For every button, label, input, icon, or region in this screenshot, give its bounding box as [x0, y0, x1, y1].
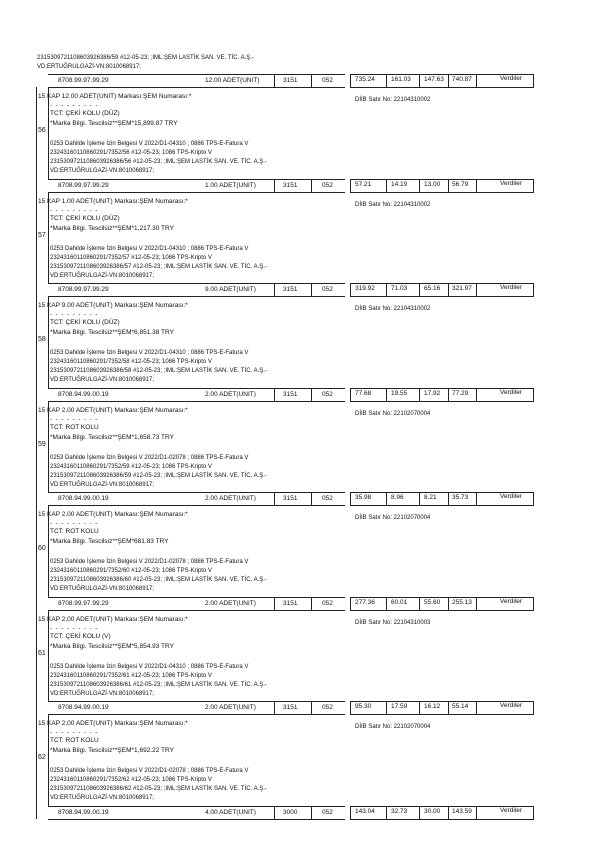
- item-header: 15 KAP 9.00 ADET(UNIT) Markası:ŞEM Numarası:*: [38, 302, 188, 309]
- code-two: 052: [322, 599, 333, 607]
- value-two: 14.19: [391, 180, 408, 188]
- item-detail-line: 23243160110860291/7352/57 #12-05-23; 1086 TPS-Kripto V: [50, 254, 212, 261]
- gtip-code: 8708.99.97.99.29: [58, 599, 109, 607]
- item-detail-line: VD:ERTUĞRULGAZİ-VN:8010068917;: [50, 272, 154, 279]
- code-two: 052: [322, 181, 333, 189]
- value-one: 57.21: [355, 180, 372, 188]
- item-detail-line: 0253 Dahilde İşleme İzin Belgesi V 2022/D1-02078 ; 0886 TPS-E-Fatura V: [50, 559, 249, 565]
- separator-dashes: - - - - - - - - -: [50, 416, 99, 423]
- item-detail-line: 0253 Dahilde İşleme İzin Belgesi V 2022/D1-02078 ; 0886 TPS-E-Fatura V: [50, 768, 249, 774]
- item-detail-line: 23243160110860291/7352/62 #12-05-23; 1086 TPS-Kripto V: [50, 777, 212, 783]
- item-detail-line: 23243160110860291/7352/58 #12-05-23; 1086 TPS-Kripto V: [50, 359, 212, 365]
- value-three: 13.00: [424, 180, 441, 188]
- item-tct: TCT: ÇEKİ KOLU (DÜZ): [50, 214, 120, 222]
- gtip-code: 8708.94.99.00.19: [58, 808, 109, 816]
- value-three: 55.60: [424, 598, 441, 606]
- item-detail-line: 23243160110860291/7352/61 #12-05-23; 1086 TPS-Kripto V: [50, 672, 212, 679]
- value-four: 35.73: [452, 494, 469, 501]
- value-two: 161.03: [391, 76, 411, 83]
- item-detail-line: 0253 Dahilde İşleme İzin Belgesi V 2022/D1-04310 ; 0886 TPS-E-Fatura V: [50, 350, 249, 356]
- item-header: 15 KAP 2.00 ADET(UNIT) Markası:ŞEM Numarası:*: [38, 406, 188, 414]
- code-two: 052: [322, 77, 333, 84]
- code-two: 052: [322, 704, 333, 711]
- value-one: 735.24: [355, 76, 375, 83]
- item-header: 15 KAP 2.00 ADET(UNIT) Markası:ŞEM Numarası:*: [38, 615, 188, 623]
- status-label: Verdiler: [500, 75, 523, 82]
- code-two: 052: [322, 390, 333, 398]
- diib-reference: DİIB Satır No: 22102070004: [355, 515, 431, 521]
- diib-reference: DİIB Satır No: 22104310002: [355, 201, 431, 208]
- separator-dashes: - - - - - - - - -: [50, 312, 99, 318]
- item-header: 15 KAP 1.00 ADET(UNIT) Markası:ŞEM Numarası:*: [38, 197, 188, 205]
- item-tct: TCT: ÇEKİ KOLU (DÜZ): [50, 110, 120, 117]
- code-one: 3151: [283, 390, 298, 398]
- separator-dashes: - - - - - - - - -: [50, 521, 99, 527]
- status-label: Verdiler: [500, 179, 523, 187]
- value-three: 65.16: [424, 285, 441, 292]
- diib-reference: DİIB Satır No: 22104310003: [355, 619, 431, 626]
- gtip-code: 8708.99.97.99.29: [58, 286, 109, 293]
- quantity: 2.00 ADET(UNIT): [205, 704, 256, 711]
- separator-dashes: - - - - - - - - -: [50, 207, 99, 214]
- status-label: Verdiler: [500, 702, 523, 709]
- code-two: 052: [322, 808, 333, 816]
- value-four: 255.13: [452, 598, 472, 606]
- gtip-code: 8708.99.97.99.29: [58, 181, 109, 189]
- code-one: 3151: [283, 77, 298, 84]
- separator-dashes: - - - - - - - - -: [50, 730, 99, 736]
- item-tct: TCT: ÇEKİ KOLU (DÜZ): [50, 319, 120, 326]
- item-number: 59: [38, 440, 46, 448]
- item-detail-line: VD:ERTUĞRULGAZİ-VN:8010068917;: [50, 481, 154, 488]
- value-one: 319.92: [355, 285, 375, 292]
- item-tct: TCT: ROT KOLU: [50, 528, 99, 535]
- quantity: 9.00 ADET(UNIT): [205, 286, 256, 293]
- item-header: 15 KAP 2.00 ADET(UNIT) Markası:ŞEM Numarası:*: [38, 511, 188, 518]
- quantity: 2.00 ADET(UNIT): [205, 599, 256, 607]
- value-two: 17.59: [391, 703, 408, 710]
- quantity: 2.00 ADET(UNIT): [205, 390, 256, 398]
- item-marka: *Marka Bilgi. Tescilsiz**ŞEM*1,217.30 TRY: [50, 224, 174, 232]
- item-marka: *Marka Bilgi. Tescilsiz**ŞEM*1,658.73 TRY: [50, 433, 174, 441]
- value-four: 143.59: [452, 807, 472, 815]
- value-two: 8.96: [391, 494, 404, 501]
- item-detail-line: 0253 Dahilde İşleme İzin Belgesi V 2022/D1-04310 ; 0886 TPS-E-Fatura V: [50, 141, 249, 147]
- value-four: 740.87: [452, 76, 472, 83]
- item-detail-line: 2315309721108603926386/57 #12-05-23; ;IML:ŞEM LASTİK SAN. VE. TİC. A.Ş.-: [50, 263, 267, 270]
- item-number: 61: [38, 649, 46, 657]
- item-marka: *Marka Bilgi. Tescilsiz**ŞEM*681.83 TRY: [50, 538, 169, 545]
- value-four: 321.97: [452, 285, 472, 292]
- value-one: 143.04: [355, 807, 375, 815]
- item-number: 62: [38, 754, 46, 761]
- value-one: 95.30: [355, 703, 372, 710]
- code-one: 3000: [283, 808, 298, 816]
- item-detail-line: VD:ERTUĞRULGAZİ-VN:8010068917;: [50, 168, 154, 174]
- item-detail-line: VD:ERTUĞRULGAZİ-VN:8010068917;: [50, 377, 154, 383]
- item-detail-line: 23243160110860291/7352/60 #12-05-23; 1086 TPS-Kripto V: [50, 568, 212, 574]
- item-detail-line: 0253 Dahilde İşleme İzin Belgesi V 2022/D1-04310 ; 0886 TPS-E-Fatura V: [50, 663, 249, 670]
- item-detail-line: 2315309721108603926386/61 #12-05-23; ;IML:ŞEM LASTİK SAN. VE. TİC. A.Ş.-: [50, 681, 267, 688]
- value-three: 147.63: [424, 76, 444, 83]
- item-header: 15 KAP 12.00 ADET(UNIT) Markası:ŞEM Numarası:*: [38, 93, 192, 100]
- status-label: Verdiler: [500, 388, 523, 396]
- item-marka: *Marka Bilgi. Tescilsiz**ŞEM*6,851.38 TRY: [50, 329, 174, 336]
- item-number: 56: [38, 127, 46, 134]
- quantity: 2.00 ADET(UNIT): [205, 495, 256, 502]
- code-one: 3151: [283, 599, 298, 607]
- value-two: 32.73: [391, 807, 408, 815]
- item-detail-line: VD:ERTUĞRULGAZİ-VN:8010068917;: [50, 795, 154, 801]
- code-one: 3151: [283, 181, 298, 189]
- value-three: 16.12: [424, 703, 441, 710]
- code-one: 3151: [283, 286, 298, 293]
- item-number: 58: [38, 336, 46, 343]
- value-four: 56.79: [452, 180, 469, 188]
- separator-dashes: - - - - - - - - -: [50, 625, 99, 632]
- quantity: 4.00 ADET(UNIT): [205, 808, 256, 816]
- code-two: 052: [322, 495, 333, 502]
- diib-reference: DİIB Satır No: 22104310002: [355, 97, 431, 103]
- value-two: 19.55: [391, 389, 408, 397]
- value-four: 77.29: [452, 389, 469, 397]
- value-two: 71.03: [391, 285, 408, 292]
- status-label: Verdiler: [500, 284, 523, 291]
- value-one: 277.36: [355, 598, 375, 606]
- value-three: 30.00: [424, 807, 441, 815]
- item-header: 15 KAP 2.00 ADET(UNIT) Markası:ŞEM Numarası:*: [38, 720, 188, 727]
- value-three: 17.92: [424, 389, 441, 397]
- item-detail-line: 0253 Dahilde İşleme İzin Belgesi V 2022/D1-04310 ; 0886 TPS-E-Fatura V: [50, 245, 249, 252]
- item-tct: TCT: ROT KOLU: [50, 737, 99, 744]
- code-one: 3151: [283, 495, 298, 502]
- diib-reference: DİIB Satır No: 22102070004: [355, 410, 431, 417]
- status-label: Verdiler: [500, 806, 523, 814]
- item-detail-line: VD:ERTUĞRULGAZİ-VN:8010068917;: [50, 586, 154, 592]
- item-number: 57: [38, 231, 46, 239]
- status-label: Verdiler: [500, 493, 523, 500]
- item-marka: *Marka Bilgi. Tescilsiz**ŞEM*5,854.93 TRY: [50, 642, 174, 650]
- gtip-code: 8708.94.99.00.19: [58, 704, 109, 711]
- diib-reference: DİIB Satır No: 22104310002: [355, 306, 431, 312]
- value-four: 55.14: [452, 703, 469, 710]
- top-detail-line: 2315309721108603926386/59 #12-05-23; ;IML:ŞEM LASTİK SAN. VE. TİC. A.Ş.-: [37, 55, 254, 61]
- item-number: 60: [38, 545, 46, 552]
- gtip-code: 8708.94.99.00.19: [58, 495, 109, 502]
- code-one: 3151: [283, 704, 298, 711]
- code-two: 052: [322, 286, 333, 293]
- item-detail-line: 23243160110860291/7352/59 #12-05-23; 1086 TPS-Kripto V: [50, 463, 212, 470]
- value-two: 60.01: [391, 598, 408, 606]
- separator-dashes: - - - - - - - - -: [50, 103, 99, 109]
- item-detail-line: 2315309721108603926386/59 #12-05-23; ;IML:ŞEM LASTİK SAN. VE. TİC. A.Ş.-: [50, 472, 267, 479]
- top-detail-line: VD:ERTUĞRULGAZİ-VN:8010068917;: [37, 64, 141, 70]
- item-tct: TCT: ROT KOLU: [50, 423, 99, 431]
- item-marka: *Marka Bilgi. Tescilsiz**ŞEM*1,692.22 TRY: [50, 747, 174, 754]
- gtip-code: 8708.99.97.99.29: [58, 77, 109, 84]
- quantity: 1.00 ADET(UNIT): [205, 181, 256, 189]
- item-detail-line: 0253 Dahilde İşleme İzin Belgesi V 2022/D1-02078 ; 0886 TPS-E-Fatura V: [50, 454, 249, 461]
- item-detail-line: 2315309721108603926386/62 #12-05-23; ;IML:ŞEM LASTİK SAN. VE. TİC. A.Ş.-: [50, 786, 267, 792]
- status-label: Verdiler: [500, 597, 523, 605]
- item-detail-line: 2315309721108603926386/60 #12-05-23; ;IML:ŞEM LASTİK SAN. VE. TİC. A.Ş.-: [50, 577, 267, 583]
- item-tct: TCT: ÇEKİ KOLU (V): [50, 632, 111, 640]
- value-three: 8.21: [424, 494, 437, 501]
- item-detail-line: VD:ERTUĞRULGAZİ-VN:8010068917;: [50, 690, 154, 697]
- value-one: 77.68: [355, 389, 372, 397]
- quantity: 12.00 ADET(UNIT): [205, 77, 260, 84]
- value-one: 35.98: [355, 494, 372, 501]
- item-detail-line: 2315309721108603926386/56 #12-05-23; ;IML:ŞEM LASTİK SAN. VE. TİC. A.Ş.-: [50, 159, 267, 165]
- item-detail-line: 23243160110860291/7352/56 #12-05-23; 1086 TPS-Kripto V: [50, 150, 212, 156]
- item-detail-line: 2315309721108603926386/58 #12-05-23; ;IML:ŞEM LASTİK SAN. VE. TİC. A.Ş.-: [50, 368, 267, 374]
- item-marka: *Marka Bilgi. Tescilsiz**ŞEM*15,899.87 TRY: [50, 120, 178, 127]
- diib-reference: DİIB Satır No: 22102070004: [355, 724, 431, 730]
- gtip-code: 8708.94.99.00.19: [58, 390, 109, 398]
